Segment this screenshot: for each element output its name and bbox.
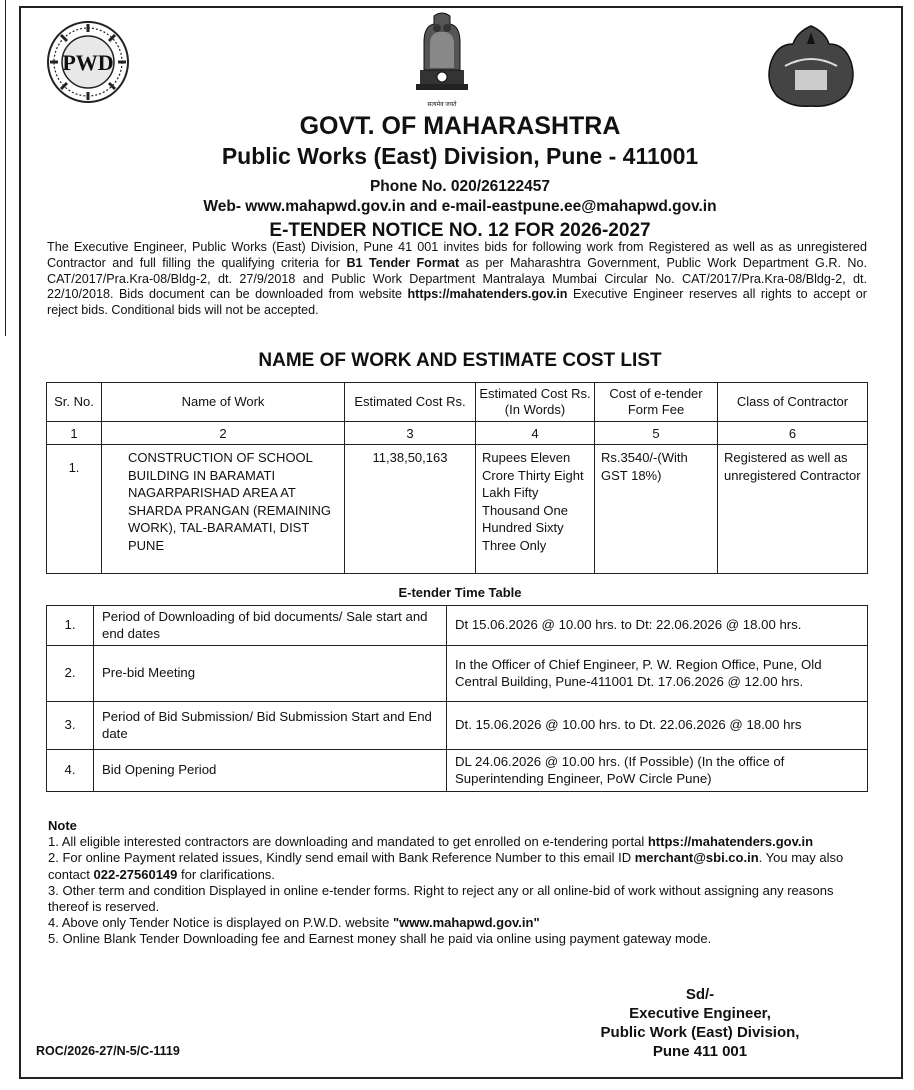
row-sr: 1. — [47, 445, 102, 574]
note-5: 5. Online Blank Tender Downloading fee and Earnest money shall he paid via online using payment gateway mode. — [48, 931, 712, 947]
intro-paragraph: The Executive Engineer, Public Works (East) Division, Pune 41 001 invites bids for following work from Registered as well as as unregistered Contractor and full filling the qualifying criteria for B1 Tender Format as per Maharashtra Government, Public Work Department G.R. No. CAT/2017/Pra.Kra-08/Bldg-2, dt. 27/9/2018 and Public Work Department Mantralaya Mumbai Circular No. CAT/2017/Pra.Kra-08/Bldg-2, dt. 22/10/2018. Bids document can be downloaded from website https://mahatenders.gov.in Executive Engineer reserves all rights to accept or reject bids. Conditional bids will not be accepted. — [47, 240, 867, 318]
notes-section — [48, 818, 868, 948]
index-cell: 5 — [595, 422, 718, 445]
signature-office: Public Work (East) Division, — [600, 1024, 800, 1041]
index-cell: 3 — [345, 422, 476, 445]
index-cell: 6 — [718, 422, 868, 445]
notice-title: E-TENDER NOTICE NO. 12 FOR 2026-2027 — [269, 220, 651, 241]
timetable-detail: Dt. 15.06.2026 @ 10.00 hrs. to Dt. 22.06.2026 @ 18.00 hrs — [447, 702, 868, 750]
timetable-period: Bid Opening Period — [94, 750, 447, 792]
roc-number: ROC/2026-27/N-5/C-1119 — [36, 1044, 180, 1058]
timetable-number: 1. — [47, 606, 94, 646]
timetable-period: Pre-bid Meeting — [94, 646, 447, 702]
signature-block — [560, 985, 840, 1061]
timetable-period: Period of Bid Submission/ Bid Submission Start and End date — [94, 702, 447, 750]
table-row — [47, 646, 868, 702]
national-emblem-icon — [410, 8, 474, 108]
govt-title: GOVT. OF MAHARASHTRA — [299, 112, 621, 140]
signature-city: Pune 411 001 — [652, 1043, 748, 1060]
table-row — [47, 750, 868, 792]
timetable — [46, 605, 868, 792]
note-4: 4. Above only Tender Notice is displayed on P.W.D. website "www.mahapwd.gov.in" — [48, 915, 540, 931]
timetable-period: Period of Downloading of bid documents/ Sale start and end dates — [94, 606, 447, 646]
cost-table-index-row — [47, 422, 868, 445]
cost-table — [46, 382, 868, 574]
header-words: Estimated Cost Rs. (In Words) — [476, 383, 595, 422]
timetable-detail: In the Officer of Chief Engineer, P. W. Region Office, Pune, Old Central Building, Pune-411001 Dt. 17.06.2026 @ 12.00 hrs. — [447, 646, 868, 702]
pwd-seal-text: PWD — [62, 50, 114, 75]
note-1: 1. All eligible interested contractors are downloading and mandated to get enrolled on e-tendering portal https://mahatenders.gov.in — [48, 834, 814, 850]
web-email-line: Web- www.mahapwd.gov.in and e-mail-eastpune.ee@mahapwd.gov.in — [203, 198, 717, 215]
note-2: 2. For online Payment related issues, Kindly send email with Bank Reference Number to this email ID merchant@sbi.co.in. You may also contact 022-27560149 for clarifications. — [48, 850, 844, 882]
index-cell: 4 — [476, 422, 595, 445]
row-cost-words: Rupees Eleven Crore Thirty Eight Lakh Fifty Thousand One Hundred Sixty Three Only — [476, 445, 595, 574]
table-row — [47, 445, 868, 574]
emblem-caption: सत्यमेव जयते — [427, 102, 457, 108]
signature-title: Executive Engineer, — [629, 1005, 771, 1022]
timetable-number: 2. — [47, 646, 94, 702]
index-cell: 2 — [102, 422, 345, 445]
note-3: 3. Other term and condition Displayed in online e-tender forms. Right to reject any or all online-bid of work without assigning any reasons thereof is reserved. — [48, 882, 834, 915]
table-row — [47, 606, 868, 646]
signature-sd: Sd/- — [685, 986, 715, 1003]
table-row — [47, 702, 868, 750]
division-title: Public Works (East) Division, Pune - 411001 — [221, 143, 699, 169]
row-estimated-cost: 11,38,50,163 — [345, 445, 476, 574]
header-class: Class of Contractor — [718, 383, 868, 422]
timetable-title: E-tender Time Table — [398, 585, 522, 600]
row-contractor-class: Registered as well as unregistered Contractor — [718, 445, 868, 574]
cost-table-header — [47, 383, 868, 422]
timetable-number: 4. — [47, 750, 94, 792]
header-name: Name of Work — [102, 383, 345, 422]
header-cost: Estimated Cost Rs. — [345, 383, 476, 422]
header-fee: Cost of e-tender Form Fee — [595, 383, 718, 422]
phone-line: Phone No. 020/26122457 — [369, 178, 551, 195]
notes-title: Note — [48, 818, 77, 833]
index-cell: 1 — [47, 422, 102, 445]
cost-list-title: NAME OF WORK AND ESTIMATE COST LIST — [258, 350, 662, 371]
timetable-detail: DL 24.06.2026 @ 10.00 hrs. (If Possible) (In the office of Superintending Engineer, PoW Circle Pune) — [447, 750, 868, 792]
left-margin-rule — [0, 0, 6, 336]
row-work-name: CONSTRUCTION OF SCHOOL BUILDING IN BARAMATI NAGARPARISHAD AREA AT SHARDA PRANGAN (REMAINING WORK), TAL-BARAMATI, DIST PUNE — [102, 445, 345, 574]
right-seal-icon — [765, 22, 857, 110]
timetable-number: 3. — [47, 702, 94, 750]
pwd-seal-icon — [46, 20, 130, 104]
timetable-detail: Dt 15.06.2026 @ 10.00 hrs. to Dt: 22.06.2026 @ 18.00 hrs. — [447, 606, 868, 646]
header-sr: Sr. No. — [47, 383, 102, 422]
row-form-fee: Rs.3540/-(With GST 18%) — [595, 445, 718, 574]
